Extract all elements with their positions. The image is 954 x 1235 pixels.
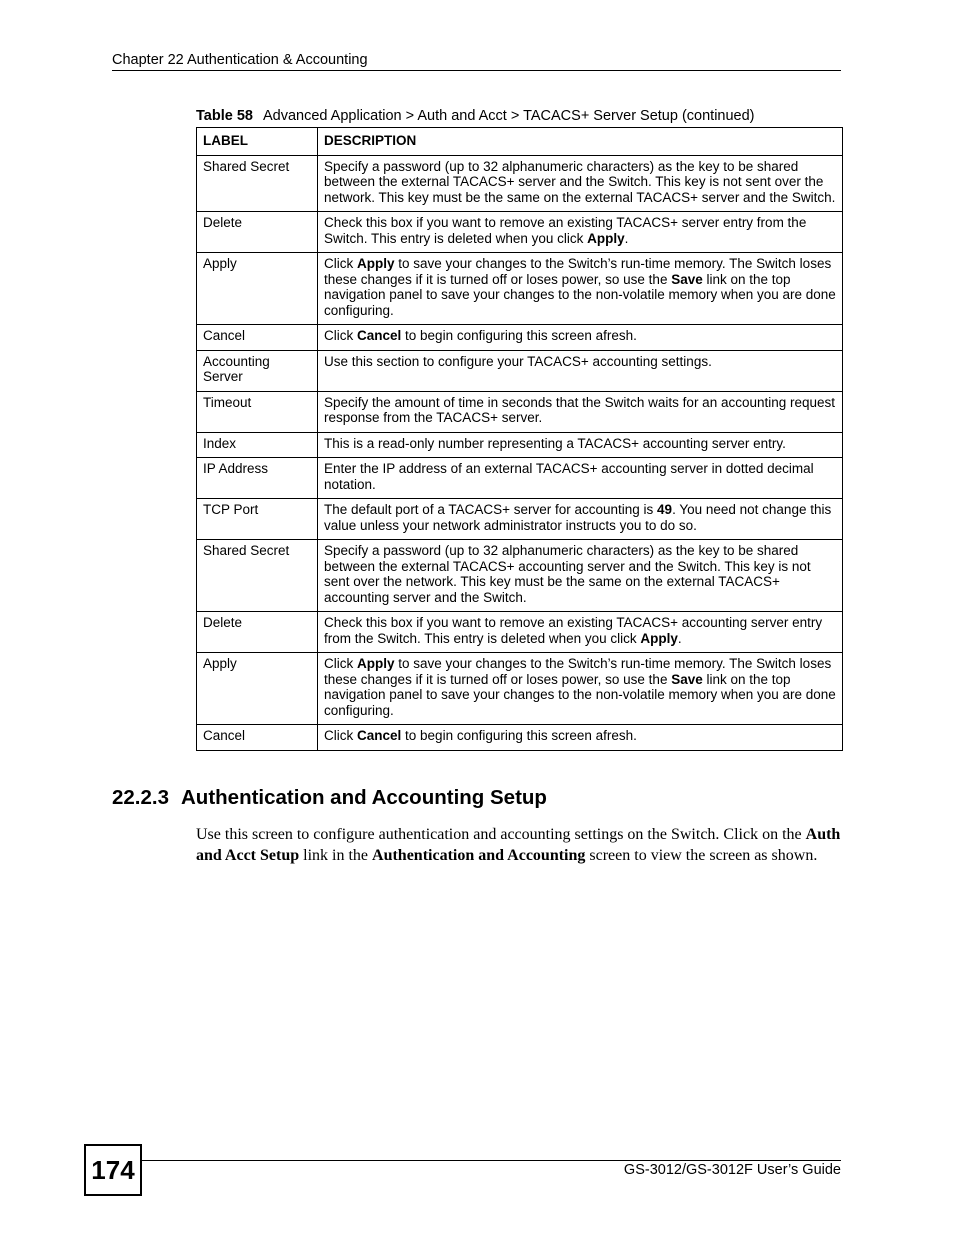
table-row xyxy=(197,725,843,751)
chapter-title: Chapter 22 Authentication & Accounting xyxy=(112,52,368,68)
row-description: This is a read-only number representing a TACACS+ accounting server entry. xyxy=(318,432,843,458)
row-label: Cancel xyxy=(197,325,318,351)
table-row xyxy=(197,325,843,351)
row-label: Delete xyxy=(197,212,318,253)
table-caption xyxy=(196,108,842,124)
row-label: Shared Secret xyxy=(197,540,318,612)
desc-text: to save your changes to the Switch’s run-time memory. The Switch loses these changes if it is turned off or loses power, so use the xyxy=(324,256,832,287)
desc-text: Click xyxy=(324,256,357,271)
row-label: IP Address xyxy=(197,458,318,499)
desc-text: to save your changes to the Switch’s run-time memory. The Switch loses these changes if it is turned off or loses power, so use the xyxy=(324,656,832,687)
desc-text: to begin configuring this screen afresh. xyxy=(401,328,637,343)
row-description: Specify the amount of time in seconds that the Switch waits for an accounting request response from the TACACS+ server. xyxy=(318,391,843,432)
column-header-description: DESCRIPTION xyxy=(318,128,843,156)
table-number: Table 58 xyxy=(196,108,253,124)
row-description xyxy=(318,612,843,653)
section-number: 22.2.3 xyxy=(112,786,169,809)
desc-bold: Apply xyxy=(640,630,678,646)
page-number: 174 xyxy=(84,1144,142,1196)
table-row xyxy=(197,499,843,540)
row-description xyxy=(318,653,843,725)
table-caption-text: Advanced Application > Auth and Acct > TACACS+ Server Setup (continued) xyxy=(262,108,755,124)
desc-text: Click xyxy=(324,656,357,671)
guide-title: GS-3012/GS-3012F User’s Guide xyxy=(623,1162,841,1178)
row-label: Accounting Server xyxy=(197,350,318,391)
desc-text: Click xyxy=(324,328,357,343)
desc-text: . xyxy=(677,630,682,646)
description-table xyxy=(196,127,843,751)
table-row xyxy=(197,612,843,653)
row-label: Cancel xyxy=(197,725,318,751)
desc-text: Check this box if you want to remove an existing TACACS+ accounting server entry from the Switch. This entry is deleted when you click xyxy=(324,615,823,646)
desc-bold: Apply xyxy=(357,656,395,671)
row-description xyxy=(318,725,843,751)
desc-bold: 49 xyxy=(657,502,673,517)
table-header-row xyxy=(197,128,843,156)
paragraph-bold: Auth and Acct Setup xyxy=(196,826,841,864)
desc-text: Check this box if you want to remove an existing TACACS+ server entry from the Switch. This entry is deleted when you click xyxy=(324,215,807,246)
desc-text: link on the top navigation panel to save your changes to the non-volatile memory when you are done configuring. xyxy=(324,271,836,318)
row-label: Delete xyxy=(197,612,318,653)
table-row xyxy=(197,540,843,612)
desc-bold: Cancel xyxy=(357,328,402,343)
desc-bold: Save xyxy=(671,671,703,687)
desc-text: to begin configuring this screen afresh. xyxy=(401,728,637,743)
table-row xyxy=(197,653,843,725)
column-header-label: LABEL xyxy=(197,128,318,156)
row-description xyxy=(318,325,843,351)
row-description: Specify a password (up to 32 alphanumeric characters) as the key to be shared between the external TACACS+ accounting server and the Switch. This key is not sent over the network. This key must be the same on the external TACACS+ accounting server and the Switch. xyxy=(318,540,843,612)
section-title: Authentication and Accounting Setup xyxy=(181,786,547,809)
desc-bold: Cancel xyxy=(357,728,402,743)
row-description xyxy=(318,499,843,540)
desc-bold: Apply xyxy=(587,230,625,246)
running-header xyxy=(112,52,841,71)
row-label: Apply xyxy=(197,253,318,325)
section-paragraph xyxy=(196,825,846,866)
paragraph-text: link in the xyxy=(299,846,373,864)
row-label: Timeout xyxy=(197,391,318,432)
desc-text: Click xyxy=(324,728,357,743)
paragraph-text: Use this screen to configure authentication and accounting settings on the Switch. Click on the xyxy=(196,826,806,843)
row-label: TCP Port xyxy=(197,499,318,540)
row-label: Index xyxy=(197,432,318,458)
paragraph-bold: Authentication and Accounting xyxy=(372,846,586,864)
row-description: Enter the IP address of an external TACACS+ accounting server in dotted decimal notation. xyxy=(318,458,843,499)
table-row xyxy=(197,458,843,499)
section-heading xyxy=(112,786,547,810)
row-description xyxy=(318,253,843,325)
row-label: Apply xyxy=(197,653,318,725)
table-row xyxy=(197,212,843,253)
desc-bold: Apply xyxy=(357,256,395,271)
table-row xyxy=(197,391,843,432)
row-description xyxy=(318,212,843,253)
desc-text: link on the top navigation panel to save your changes to the non-volatile memory when you are done configuring. xyxy=(324,671,836,718)
footer-rule xyxy=(140,1160,841,1161)
desc-text: The default port of a TACACS+ server for accounting is xyxy=(324,502,658,517)
table-row xyxy=(197,350,843,391)
table-row xyxy=(197,253,843,325)
table-row xyxy=(197,432,843,458)
paragraph-text: screen to view the screen as shown. xyxy=(585,846,818,864)
desc-bold: Save xyxy=(671,271,703,287)
row-description: Use this section to configure your TACACS+ accounting settings. xyxy=(318,350,843,391)
desc-text: . You need not change this value unless your network administrator instructs you to do so. xyxy=(324,502,832,533)
row-label: Shared Secret xyxy=(197,155,318,212)
table-row xyxy=(197,155,843,212)
desc-text: . xyxy=(624,230,629,246)
row-description: Specify a password (up to 32 alphanumeric characters) as the key to be shared between the external TACACS+ server and the Switch. This key is not sent over the network. This key must be the same on the external TACACS+ server and the Switch. xyxy=(318,155,843,212)
